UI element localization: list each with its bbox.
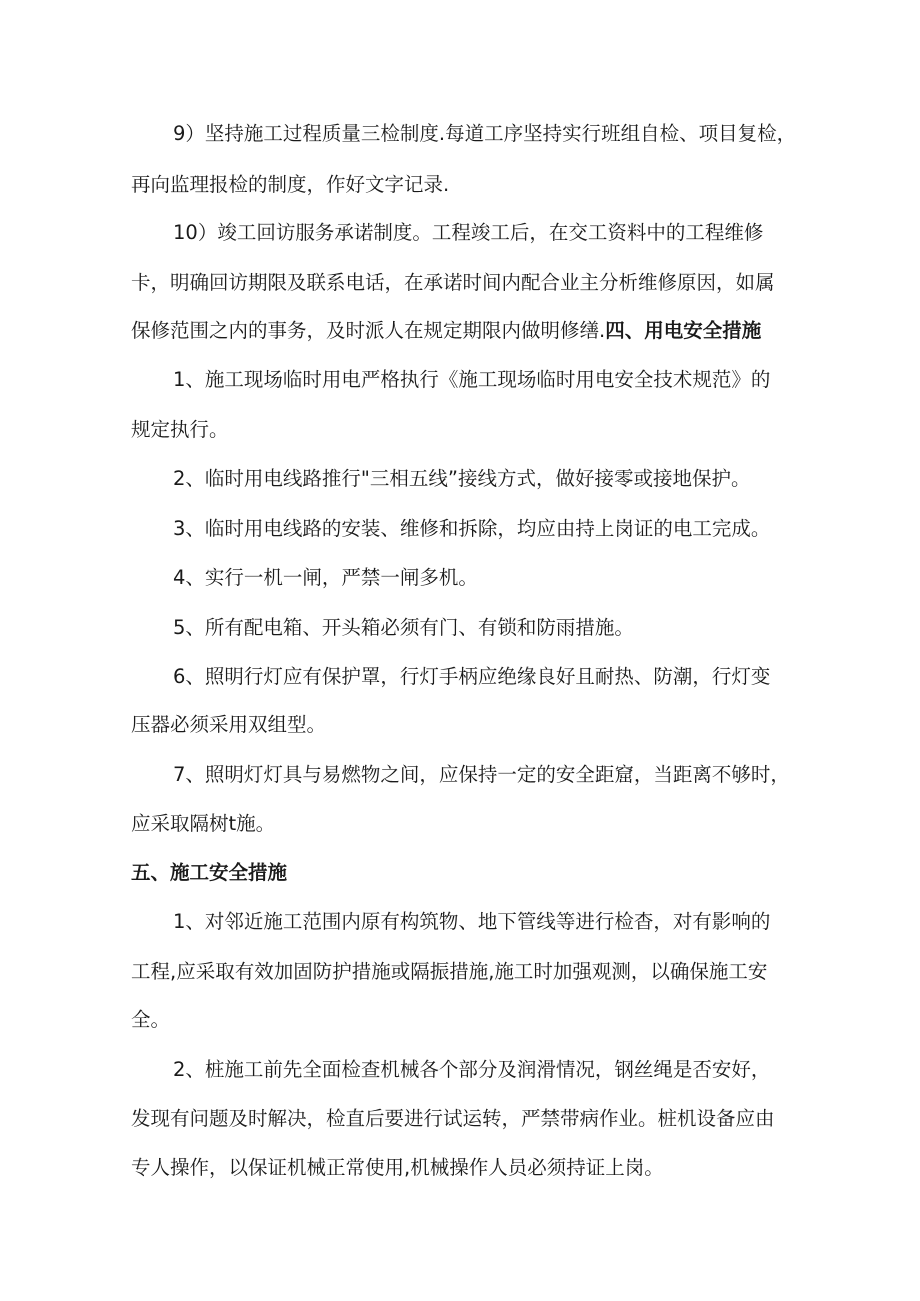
electric-item-4: 4、实行一机一闸，严禁一闸多机。 bbox=[173, 566, 478, 589]
electric-item-5: 5、所有配电箱、开头箱必须有门、有锁和防雨措施。 bbox=[173, 616, 634, 639]
construction-item-2-line-2: 发现有问题及时解决，检直后要进行试运转，严禁带病作业。桩机设备应由 bbox=[131, 1107, 775, 1130]
section-heading-4: 四、用电安全措施 bbox=[605, 319, 762, 342]
electric-item-7-line-2: 应采取隔树t施。 bbox=[131, 812, 276, 835]
section-heading-5: 五、施工安全措施 bbox=[131, 861, 288, 884]
paragraph-10-line-1: 10）竣工回访服务承诺制度。工程竣工后，在交工资料中的工程维修 bbox=[173, 221, 764, 244]
paragraph-10-line-3 bbox=[131, 317, 761, 345]
paragraph-10-line-2: 卡，明确回访期限及联系电话，在承诺时间内配合业主分析维修原因，如属 bbox=[131, 271, 775, 294]
construction-item-1-line-1: 1、对邻近施工范围内原有构筑物、地下管线等进行检杳，对有影响的 bbox=[173, 910, 771, 933]
electric-item-2: 2、临时用电线路推行"三相五线”接线方式，做好接零或接地保护。 bbox=[173, 467, 751, 490]
paragraph-9-line-2: 再向监理报检的制度，作好文字记录. bbox=[131, 173, 450, 196]
electric-item-6-line-2: 压器必须采用双组型。 bbox=[131, 713, 327, 736]
electric-item-1-line-2: 规定执行。 bbox=[131, 418, 229, 441]
electric-item-1-line-1: 1、施工现场临时用电严格执行《施工现场临时用电安全技术规范》的 bbox=[173, 368, 771, 391]
electric-item-3: 3、临时用电线路的安装、维修和拆除，均应由持上岗证的电工完成。 bbox=[173, 517, 771, 540]
paragraph-10-line-3-text: 保修范围之内的事务，及时派人在规定期限内做明修缮. bbox=[131, 319, 606, 342]
paragraph-9-line-1: 9）坚持施工过程质量三检制度.每道工序坚持实行班组自检、项目复检， bbox=[173, 122, 797, 145]
construction-item-1-line-2: 工程,应采取有效加固防护措施或隔振措施,施工时加强观测，以确保施工安 bbox=[131, 960, 768, 983]
electric-item-7-line-1: 7、照明灯灯具与易燃物之间，应保持一定的安全距窟，当距离不够时， bbox=[173, 763, 790, 786]
electric-item-6-line-1: 6、照明行灯应有保护罩，行灯手柄应绝缘良好且耐热、防潮，行灯变 bbox=[173, 665, 771, 688]
construction-item-2-line-1: 2、桩施工前先全面检查机械各个部分及润滑情况，钢丝绳是否安好， bbox=[173, 1058, 771, 1081]
construction-item-1-line-3: 全。 bbox=[131, 1008, 171, 1031]
construction-item-2-line-3: 专人操作，以保证机械正常使用,机械操作人员必须持证上岗。 bbox=[131, 1156, 664, 1179]
